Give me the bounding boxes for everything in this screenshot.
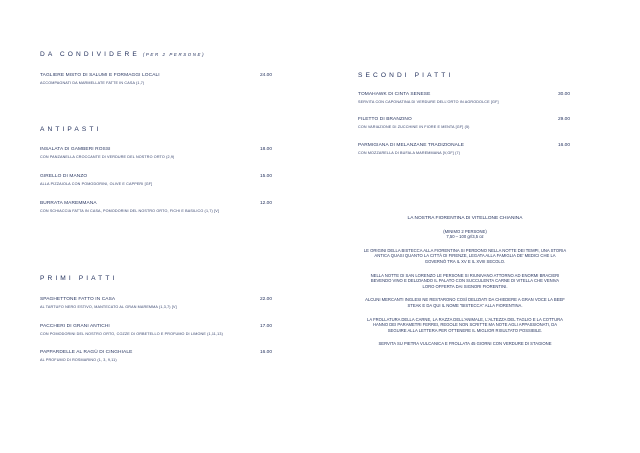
paragraph-line: ANTICA QUASI QUANTO LA CITTÀ DI FIRENZE, LEGATA ALLA FAMIGLIA DE' MEDICI CHE LA xyxy=(374,253,556,259)
fiorentina-title: LA NOSTRA FIORENTINA DI VITELLONE CHIANINA xyxy=(407,216,523,221)
item-price: 24.00 xyxy=(259,73,272,78)
paragraph-line: LA FROLLATURA DELLA CARNE, LA RAZZA DELL'ANIMALE, L'ALTEZZA DEL TAGLIO E LA COTTURA xyxy=(367,316,563,322)
section-title-da-condividere xyxy=(40,51,205,58)
menu-item xyxy=(358,143,570,155)
paragraph-line: BEVENDO VINO E DELIZIANDO IL PALATO CON SUCCULENTA CARNE DI VITELLA CHE VENIVA xyxy=(370,278,560,284)
menu-item xyxy=(358,92,570,104)
menu-item xyxy=(40,147,272,159)
item-price: 22.00 xyxy=(259,297,272,302)
item-description: CON VARIAZIONE DI ZUCCHINE IN FIORE E MENTA [GF] (5) xyxy=(358,124,470,129)
menu-item xyxy=(40,174,272,186)
item-name: GIRELLO DI MANZO xyxy=(40,174,88,179)
item-name: PACCHERI DI GRANI ANTICHI xyxy=(40,324,110,329)
menu-item xyxy=(40,350,272,362)
item-name: PARMIGIANA DI MELANZANE TRADIZIONALE xyxy=(358,143,465,148)
item-name: BURRATA MAREMMANA xyxy=(40,201,97,206)
menu-item xyxy=(40,297,272,309)
fiorentina-paragraph xyxy=(352,341,578,347)
paragraph-line: SEGUIRE ALLA LETTERA PER OTTENERE IL MIGLIOR RISULTATO POSSIBILE. xyxy=(387,327,543,333)
paragraph-line: LE ORIGINI DELLA BISTECCA ALLA FIORENTINA SI PERDONO NELLA NOTTE DEI TEMPI, UNA STORIA xyxy=(363,247,567,253)
item-name: SPAGHETTONE FATTO IN CASA xyxy=(40,297,116,302)
fiorentina-paragraph xyxy=(352,248,578,265)
item-name: PAPPARDELLE AL RAGÙ DI CINGHIALE xyxy=(40,350,133,355)
paragraph-line: GOVERNÒ TRA IL XV E IL XVIII SECOLO. xyxy=(424,258,506,264)
fiorentina-price: 7,50 – 100 gr/3,5 oz xyxy=(446,234,484,240)
menu-item xyxy=(40,324,272,336)
fiorentina-block xyxy=(352,216,578,347)
item-description: CON MOZZARELLA DI BUFALA MAREMMANA [V,GF] (7) xyxy=(358,150,461,155)
item-name: INSALATA DI GAMBERI ROSSI xyxy=(40,147,111,152)
item-price: 30.00 xyxy=(557,92,570,97)
menu-item xyxy=(40,73,272,85)
paragraph-line: NELLA NOTTE DI SAN LORENZO LE PERSONE SI RIUNIVANO ATTORNO AD ENORMI BRACIERI xyxy=(370,272,560,278)
item-description: CON POMODORINI DEL NOSTRO ORTO, COZZE DI ORBETELLO E PROFUMO DI LIMONE (1,11,13) xyxy=(40,331,223,336)
menu-item xyxy=(358,117,570,129)
item-price: 18.00 xyxy=(259,147,272,152)
section-title-secondi-piatti xyxy=(358,72,453,79)
item-name: FILETTO DI BRANZINO xyxy=(358,117,412,122)
item-price: 12.00 xyxy=(259,201,272,206)
paragraph-line: HANNO DEI PARAMETRI FERREI, REGOLE NON SCRITTE MA NOTE AGLI APPASSIONATI, DA xyxy=(372,322,558,328)
menu-item xyxy=(40,201,272,213)
section-title-primi-piatti xyxy=(40,275,117,282)
item-price: 17.00 xyxy=(259,324,272,329)
item-price: 16.00 xyxy=(259,350,272,355)
item-price: 15.00 xyxy=(259,174,272,179)
section-title-antipasti xyxy=(40,126,101,133)
section-title-text: SECONDI PIATTI xyxy=(358,72,454,79)
section-title-text: PRIMI PIATTI xyxy=(40,275,118,282)
paragraph-line: ALCUNI MERCANTI INGLESI NE RESTARONO COSÌ DELIZIATI DA CHIEDERE A GRAN VOCE LA BEEF xyxy=(365,297,565,303)
item-description: AL PROFUMO DI ROSMARINO (1, 3, 9,11) xyxy=(40,357,117,362)
paragraph-line: STEAK E DA QUI IL NOME "BISTECCA" ALLA FIORENTINA. xyxy=(407,302,523,308)
fiorentina-paragraph xyxy=(352,273,578,290)
item-description: AL TARTUFO NERO ESTIVO, MANTECATO AL GRAN MAREMMA (1,3,7) [V] xyxy=(40,304,177,309)
item-name: TAGLIERE MISTO DI SALUMI E FORMAGGI LOCALI xyxy=(40,73,160,78)
item-description: CON PANZANELLA CROCCANTE DI VERDURE DEL NOSTRO ORTO (2,9) xyxy=(40,154,175,159)
item-price: 29.00 xyxy=(557,117,570,122)
item-description: SERVITA CON CAPONATINA DI VERDURE DELL'ORTO IN AGRODOLCE [GF] xyxy=(358,99,499,104)
section-subtitle: (PER 2 PERSONE) xyxy=(142,52,206,57)
fiorentina-minimo: (MINIMO 2 PERSONE) xyxy=(443,228,487,234)
item-description: CON SCHIACCIA FATTA IN CASA, POMODORINI DEL NOSTRO ORTO, FICHI E BASILICO (1,7) [V] xyxy=(40,208,220,213)
section-title-text: ANTIPASTI xyxy=(40,126,102,133)
paragraph-line: LORO OFFERTA DAI SIGNORI FIORENTINI. xyxy=(422,283,508,289)
paragraph-line: SERVITA SU PIETRA VULCANICA E FROLLATA 45 GIORNI CON VERDURE DI STAGIONE xyxy=(378,341,552,347)
fiorentina-paragraph xyxy=(352,317,578,334)
item-name: TOMAHAWK DI CINTA SENESE xyxy=(358,92,431,97)
item-price: 16.00 xyxy=(557,143,570,148)
item-description: ACCOMPAGNATI DA MARMELLATE FATTE IN CASA (1,7) xyxy=(40,80,145,85)
item-description: ALLA PIZZAIOLA CON POMODORINI, OLIVE E CAPPERI [GF] xyxy=(40,181,153,186)
section-title-text: DA CONDIVIDERE xyxy=(40,51,140,58)
fiorentina-paragraph xyxy=(352,297,578,308)
